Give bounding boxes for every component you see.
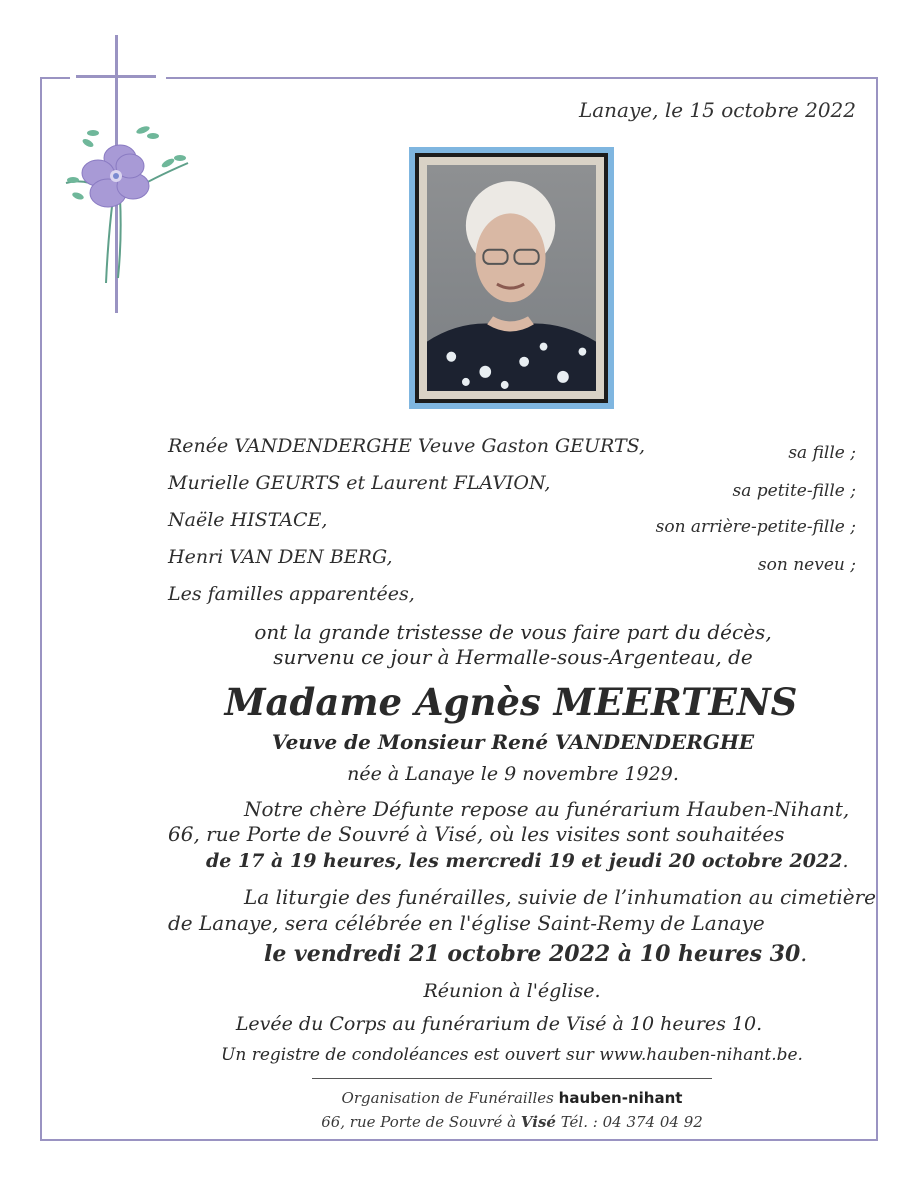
- visitation-line-3: [206, 850, 848, 872]
- family-member-4: Henri VAN DEN BERG,: [168, 546, 393, 568]
- footer-address-prefix: 66, rue Porte de Souvré à: [321, 1113, 517, 1131]
- birth-line: née à Lanaye le 9 novembre 1929.: [347, 763, 679, 785]
- portrait-frame: [409, 147, 614, 409]
- widow-of: Veuve de Monsieur René VANDENDERGHE: [271, 730, 755, 754]
- funeral-line-1: La liturgie des funérailles, suivie de l’inhumation au cimetière: [244, 885, 877, 909]
- footer-phone: Tél. : 04 374 04 92: [560, 1113, 703, 1131]
- footer-divider: [312, 1078, 712, 1079]
- family-relation-1: sa fille ;: [788, 443, 856, 463]
- cross-bar: [76, 75, 156, 78]
- visitation-line-1: Notre chère Défunte repose au funérarium Hauben-Nihant,: [244, 797, 850, 821]
- visitation-dates: de 17 à 19 heures, les mercredi 19 et jeudi 20 octobre 2022: [206, 850, 843, 872]
- family-relation-4: son neveu ;: [757, 555, 856, 575]
- meeting-line: Réunion à l'église.: [423, 980, 601, 1002]
- family-relation-3: son arrière-petite-fille ;: [655, 517, 856, 537]
- register-line: Un registre de condoléances est ouvert sur www.hauben-nihant.be.: [221, 1045, 803, 1065]
- brand-logo: hauben-nihant: [558, 1089, 683, 1107]
- funeral-period: .: [800, 942, 808, 967]
- announcement-line-1: ont la grande tristesse de vous faire part du décès,: [254, 620, 772, 644]
- visitation-line-2: 66, rue Porte de Souvré à Visé, où les visites sont souhaitées: [168, 822, 785, 846]
- portrait-photo: [427, 165, 596, 391]
- funeral-date: le vendredi 21 octobre 2022 à 10 heures 30: [264, 941, 801, 967]
- footer-org: [53, 1089, 918, 1107]
- date-line: Lanaye, le 15 octobre 2022: [578, 98, 856, 122]
- funeral-line-3: [264, 941, 807, 967]
- family-member-3: Naële HISTACE,: [168, 509, 328, 531]
- footer-address: [53, 1113, 918, 1131]
- footer-city: Visé: [520, 1113, 556, 1131]
- footer-org-prefix: Organisation de Funérailles: [341, 1089, 554, 1107]
- family-member-2: Murielle GEURTS et Laurent FLAVION,: [168, 472, 551, 494]
- announcement-line-2: survenu ce jour à Hermalle-sous-Argenteau, de: [273, 645, 753, 669]
- family-member-5: Les familles apparentées,: [168, 583, 415, 605]
- family-relation-2: sa petite-fille ;: [732, 481, 856, 501]
- funeral-line-2: de Lanaye, sera célébrée en l'église Saint-Remy de Lanaye: [168, 911, 765, 935]
- visitation-period: .: [842, 850, 849, 872]
- deceased-name: Madame Agnès MEERTENS: [224, 680, 798, 724]
- flower-icon: [58, 118, 198, 288]
- family-member-1: Renée VANDENDERGHE Veuve Gaston GEURTS,: [168, 435, 646, 457]
- levee-line: Levée du Corps au funérarium de Visé à 10 heures 10.: [235, 1013, 763, 1035]
